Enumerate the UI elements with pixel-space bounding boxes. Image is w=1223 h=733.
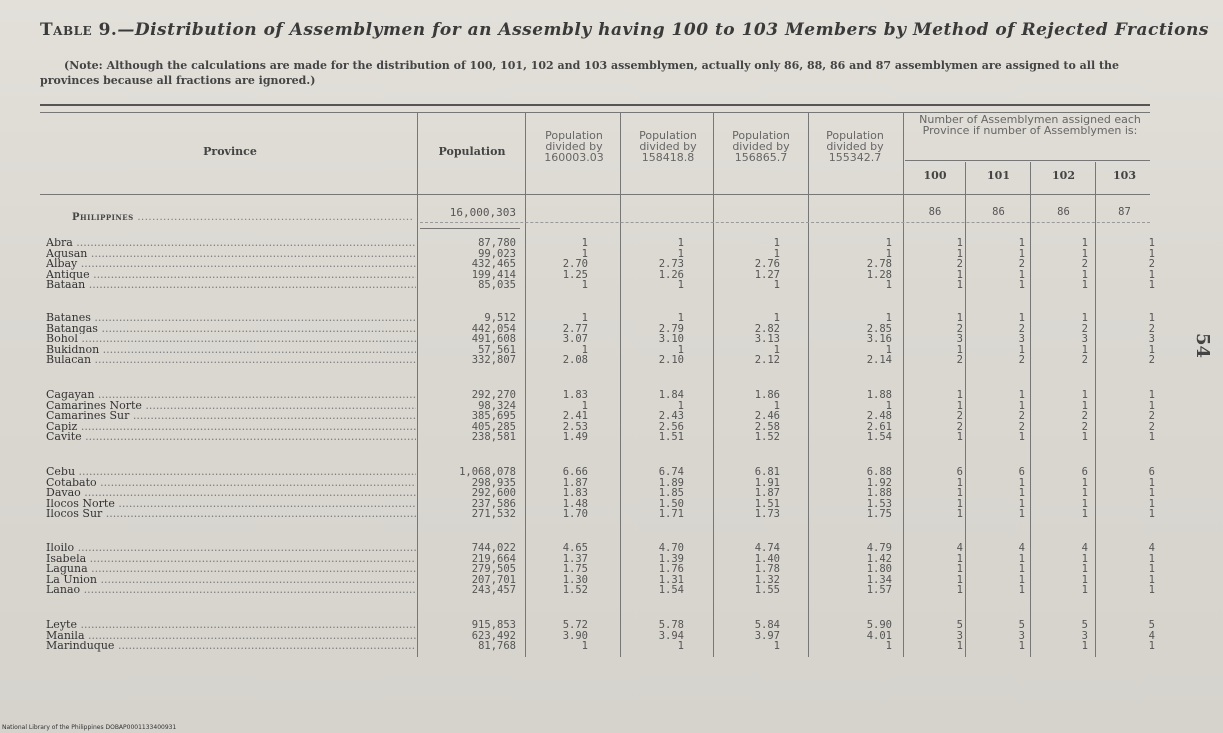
- column-divider: [1095, 162, 1096, 657]
- table-label: Table 9.: [40, 20, 118, 40]
- column-d3-values: 1 1 2.76 1.27 1: [754, 237, 780, 291]
- archive-footer: National Library of the Philippines DOBAP0001133400931: [2, 724, 177, 731]
- column-divider: [903, 112, 904, 657]
- column-d3-values: 5.84 3.97 1: [754, 619, 780, 652]
- column-divider: [525, 112, 526, 657]
- column-a100-values: 6 1 1 1 1: [956, 466, 963, 520]
- column-divider: [965, 162, 966, 657]
- column-a103-values: 1 2 3 1 2: [1148, 312, 1155, 366]
- column-divider: [417, 112, 418, 657]
- province-name: La Union .....: [46, 575, 416, 586]
- column-a101-values: 5 3 1: [1018, 619, 1025, 652]
- column-pop-values: 1,068,078 298,935 292,600 237,586 271,532: [459, 466, 516, 520]
- column-d1-values: 1 2.77 3.07 1 2.08: [562, 312, 588, 366]
- header-divided-2: Population divided by 158418.8: [639, 129, 697, 164]
- total-assigned-102: 86: [1057, 206, 1070, 218]
- province-name: Lanao .....: [46, 585, 416, 596]
- column-a100-values: 1 2 3 1 2: [956, 312, 963, 366]
- province-name: Abra .....: [46, 238, 416, 249]
- province-name: Camarines Norte .....: [46, 401, 416, 412]
- province-name: Davao .....: [46, 488, 416, 499]
- header-divided-1: Population divided by 160003.03: [544, 129, 604, 164]
- column-a102-values: 1 1 2 2 1: [1081, 389, 1088, 443]
- province-name: Iloilo .....: [46, 543, 416, 554]
- column-divider: [1030, 162, 1031, 657]
- column-d2-values: 6.74 1.89 1.85 1.50 1.71: [658, 466, 684, 520]
- column-d4-values: 1.88 1 2.48 2.61 1.54: [866, 389, 892, 443]
- province-name: Cagayan .....: [46, 390, 416, 401]
- total-population: 16,000,303: [449, 206, 516, 219]
- header-population: Population: [438, 145, 506, 158]
- column-a103-values: 1 1 2 1 1: [1148, 237, 1155, 291]
- province-name: Cotabato .....: [46, 478, 416, 489]
- province-name: Cebu .....: [46, 467, 416, 478]
- column-d1-values: 5.72 3.90 1: [562, 619, 588, 652]
- province-name: Bukidnon .....: [46, 345, 416, 356]
- column-a103-values: 4 1 1 1 1: [1148, 542, 1155, 596]
- column-pop-values: 915,853 623,492 81,768: [471, 619, 516, 652]
- province-name: Capiz .....: [46, 422, 416, 433]
- header-province: Province: [203, 145, 257, 158]
- table-title: [40, 20, 1209, 40]
- province-name: Leyte .....: [46, 620, 416, 631]
- column-a100-values: 5 3 1: [956, 619, 963, 652]
- column-a101-values: 1 1 2 1 1: [1018, 237, 1025, 291]
- header-size-101: 101: [987, 169, 1010, 182]
- column-d1-values: 6.66 1.87 1.83 1.48 1.70: [562, 466, 588, 520]
- column-d1-values: 1.83 1 2.41 2.53 1.49: [562, 389, 588, 443]
- column-d4-values: 1 1 2.78 1.28 1: [866, 237, 892, 291]
- province-name: Agusan .....: [46, 249, 416, 260]
- column-d3-values: 1.86 1 2.46 2.58 1.52: [754, 389, 780, 443]
- column-a100-values: 1 1 2 1 1: [956, 237, 963, 291]
- header-bottom-line: [40, 194, 1150, 195]
- column-divider: [808, 112, 809, 657]
- top-rule: [40, 104, 1150, 106]
- column-a101-values: 4 1 1 1 1: [1018, 542, 1025, 596]
- province-name: Marinduque .....: [46, 641, 416, 652]
- column-a101-values: 1 1 2 2 1: [1018, 389, 1025, 443]
- province-name: Bataan .....: [46, 280, 416, 291]
- total-underline: [420, 228, 520, 229]
- column-divider: [713, 112, 714, 657]
- column-pop-values: 9,512 442,054 491,608 57,561 332,807: [471, 312, 516, 366]
- column-d4-values: 6.88 1.92 1.88 1.53 1.75: [866, 466, 892, 520]
- province-name: Camarines Sur .....: [46, 411, 416, 422]
- assembly-group-line: [905, 160, 1150, 161]
- column-a103-values: 6 1 1 1 1: [1148, 466, 1155, 520]
- total-row-label: Philippines .....: [72, 212, 412, 223]
- header-divided-4: Population divided by 155342.7: [826, 129, 884, 164]
- column-d2-values: 1 2.79 3.10 1 2.10: [658, 312, 684, 366]
- province-name: Albay .....: [46, 259, 416, 270]
- column-a102-values: 4 1 1 1 1: [1081, 542, 1088, 596]
- column-d2-values: 4.70 1.39 1.76 1.31 1.54: [658, 542, 684, 596]
- header-size-103: 103: [1113, 169, 1136, 182]
- total-separator: [420, 222, 1150, 223]
- column-d3-values: 4.74 1.40 1.78 1.32 1.55: [754, 542, 780, 596]
- column-d4-values: 5.90 4.01 1: [866, 619, 892, 652]
- column-pop-values: 292,270 98,324 385,695 405,285 238,581: [471, 389, 516, 443]
- column-divider: [620, 112, 621, 657]
- table-caption: —Distribution of Assemblymen for an Assembly having 100 to 103 Members by Method of Rejected Fractions: [117, 20, 1209, 40]
- province-name: Bulacan .....: [46, 355, 416, 366]
- column-a102-values: 5 3 1: [1081, 619, 1088, 652]
- province-name: Antique .....: [46, 270, 416, 281]
- column-a103-values: 5 4 1: [1148, 619, 1155, 652]
- column-a102-values: 1 1 2 1 1: [1081, 237, 1088, 291]
- column-pop-values: 87,780 99,023 432,465 199,414 85,035: [471, 237, 516, 291]
- column-d3-values: 6.81 1.91 1.87 1.51 1.73: [754, 466, 780, 520]
- column-a102-values: 6 1 1 1 1: [1081, 466, 1088, 520]
- column-pop-values: 744,022 219,664 279,505 207,701 243,457: [471, 542, 516, 596]
- page-number: 54: [1192, 332, 1214, 359]
- province-name: Bohol .....: [46, 334, 416, 345]
- province-name: Batangas .....: [46, 324, 416, 335]
- column-d2-values: 1.84 1 2.43 2.56 1.51: [658, 389, 684, 443]
- province-name: Manila .....: [46, 631, 416, 642]
- column-d2-values: 5.78 3.94 1: [658, 619, 684, 652]
- column-d1-values: 4.65 1.37 1.75 1.30 1.52: [562, 542, 588, 596]
- column-d4-values: 4.79 1.42 1.80 1.34 1.57: [866, 542, 892, 596]
- province-name: Batanes .....: [46, 313, 416, 324]
- column-d3-values: 1 2.82 3.13 1 2.12: [754, 312, 780, 366]
- column-d2-values: 1 1 2.73 1.26 1: [658, 237, 684, 291]
- column-a100-values: 1 1 2 2 1: [956, 389, 963, 443]
- column-a103-values: 1 1 2 2 1: [1148, 389, 1155, 443]
- header-size-100: 100: [923, 169, 947, 182]
- column-d4-values: 1 2.85 3.16 1 2.14: [866, 312, 892, 366]
- province-name: Cavite .....: [46, 432, 416, 443]
- column-d1-values: 1 1 2.70 1.25 1: [562, 237, 588, 291]
- total-assigned-100: 86: [928, 206, 942, 218]
- total-assigned-103: 87: [1118, 206, 1131, 218]
- table-note: (Note: Although the calculations are made for the distribution of 100, 101, 102 and 103 assemblymen, actually only 86, 88, 86 and 87 assemblymen are assigned to all the provinces because all fractions are ignored.): [40, 59, 1120, 87]
- column-a101-values: 1 2 3 1 2: [1018, 312, 1025, 366]
- province-name: Ilocos Sur .....: [46, 509, 416, 520]
- column-a101-values: 6 1 1 1 1: [1018, 466, 1025, 520]
- column-a102-values: 1 2 3 1 2: [1081, 312, 1088, 366]
- province-name: Isabela .....: [46, 554, 416, 565]
- header-assemblymen-group: Number of Assemblymen assigned each Province if number of Assemblymen is:: [919, 113, 1141, 137]
- header-divided-3: Population divided by 156865.7: [732, 129, 790, 164]
- total-assigned-101: 86: [992, 206, 1005, 218]
- province-name: Laguna .....: [46, 564, 416, 575]
- header-size-102: 102: [1052, 169, 1075, 182]
- province-name: Ilocos Norte .....: [46, 499, 416, 510]
- column-a100-values: 4 1 1 1 1: [956, 542, 963, 596]
